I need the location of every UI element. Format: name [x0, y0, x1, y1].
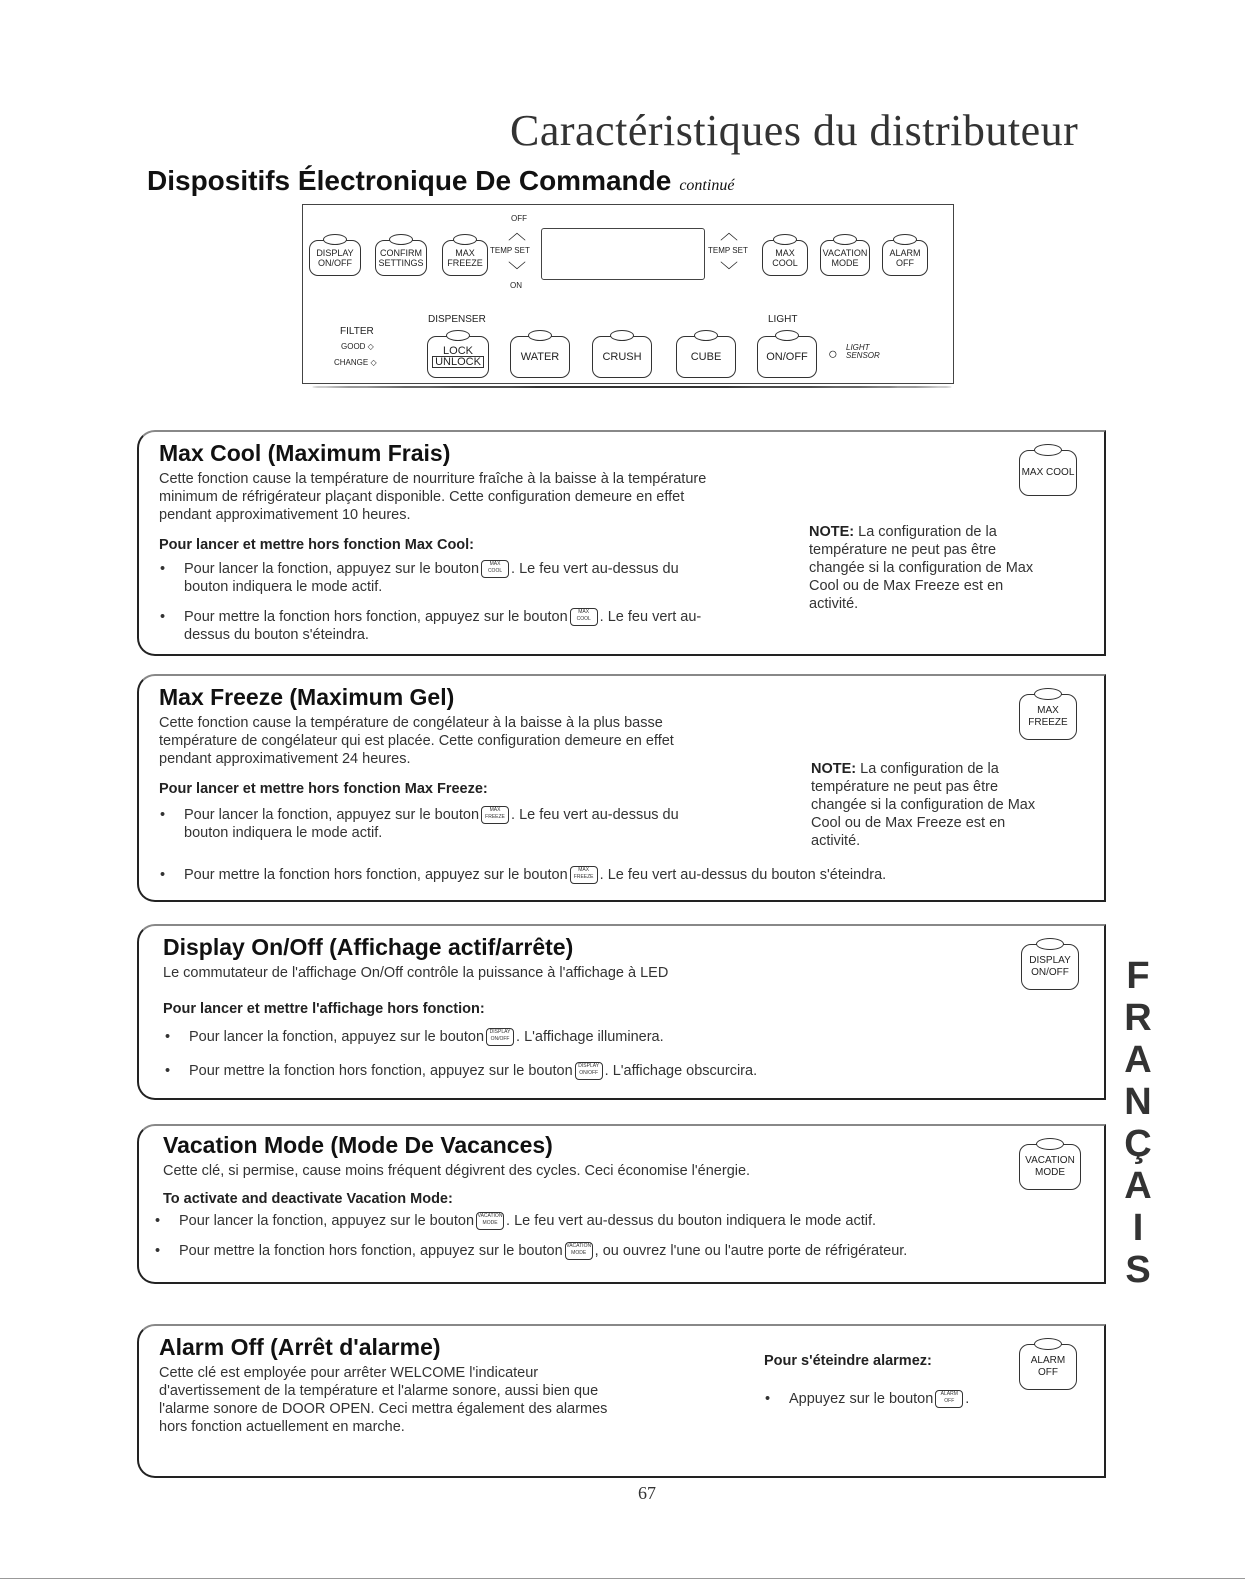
max-freeze-subheading: Pour lancer et mettre hors fonction Max Freeze: — [159, 781, 488, 797]
filter-label: FILTER — [340, 326, 374, 337]
max-cool-subheading: Pour lancer et mettre hors fonction Max Cool: — [159, 537, 475, 553]
section-subtitle — [147, 165, 734, 197]
panel-display-onoff-button: DISPLAY ON/OFF — [309, 240, 361, 276]
max-cool-bullet-off: • Pour mettre la fonction hors fonction, appuyez sur le bouton MAX COOL . Le feu vert au- dessus du bouton s'éteindra. — [184, 608, 804, 644]
max-cool-bullet-on: • Pour lancer la fonction, appuyez sur le bouton MAX COOL . Le feu vert au-dessus du bouton indiquera le mode actif. — [184, 560, 804, 596]
alarm-off-subheading: Pour s'éteindre alarmez: — [764, 1353, 932, 1369]
panel-lock-unlock-button: LOCK UNLOCK — [427, 336, 489, 378]
vacation-mini-button-icon: VACATION MODE — [565, 1242, 593, 1260]
indicator-lamp-icon — [1036, 938, 1064, 950]
indicator-lamp-icon — [446, 330, 470, 341]
max-cool-note: NOTE: La configuration de la température ne peut pas être changée si la configuration de Max Cool ou de Max Freeze est en activité. — [809, 524, 1034, 612]
display-mini-button-icon: DISPLAY ON/OFF — [486, 1028, 514, 1046]
vacation-mini-button-icon: VACATION MODE — [476, 1212, 504, 1230]
panel-max-cool-button: MAX COOL — [762, 240, 808, 276]
francais-side-label: FRANÇAIS — [1117, 955, 1159, 1291]
page-number: 67 — [638, 1483, 656, 1503]
indicator-lamp-icon — [775, 330, 799, 341]
panel-confirm-settings-button: CONFIRM SETTINGS — [375, 240, 427, 276]
max-cool-mini-button-icon: MAX COOL — [570, 608, 598, 626]
vacation-mode-subheading: To activate and deactivate Vacation Mode: — [163, 1191, 453, 1207]
indicator-lamp-icon — [1034, 444, 1062, 456]
max-freeze-bullet-off: • Pour mettre la fonction hors fonction, appuyez sur le bouton MAX FREEZE . Le feu vert au-dessus du bouton s'éteindra. — [184, 866, 1064, 884]
led-display-window — [541, 228, 705, 280]
indicator-lamp-icon — [1036, 1138, 1064, 1150]
max-freeze-mini-button-icon: MAX FREEZE — [481, 806, 509, 824]
alarm-off-button-icon: ALARM OFF — [1019, 1344, 1077, 1390]
bottom-rule — [0, 1578, 1245, 1579]
max-cool-button-icon: MAX COOL — [1019, 450, 1077, 496]
subtitle-text: Dispositifs Électronique De Commande — [147, 165, 672, 196]
max-freeze-button-icon: MAX FREEZE — [1019, 694, 1077, 740]
display-mini-button-icon: DISPLAY ON/OFF — [575, 1062, 603, 1080]
alarm-off-heading: Alarm Off (Arrêt d'alarme) — [159, 1334, 441, 1360]
up-chevron-icon: ︿ — [720, 223, 738, 243]
down-chevron-icon: ﹀ — [508, 261, 526, 281]
alarm-off-description: Cette clé est employée pour arrêter WELCOME l'indicateur d'avertissement de la température et l'alarme sonore, aussi bien que l'alarme sonore de DOOR OPEN. Ceci mettra également des alarmes hors fonction actuellement en marche. — [159, 1365, 608, 1435]
display-onoff-button-icon: DISPLAY ON/OFF — [1021, 944, 1079, 990]
indicator-lamp-icon — [893, 234, 917, 245]
panel-cube-button: CUBE — [676, 336, 736, 378]
panel-light-onoff-button: ON/OFF — [757, 336, 817, 378]
max-freeze-mini-button-icon: MAX FREEZE — [570, 866, 598, 884]
max-freeze-section — [137, 674, 1106, 902]
panel-vacation-mode-button: VACATION MODE — [820, 240, 870, 276]
indicator-lamp-icon — [833, 234, 857, 245]
alarm-mini-button-icon: ALARM OFF — [935, 1390, 963, 1408]
vacation-mode-heading: Vacation Mode (Mode De Vacances) — [163, 1132, 553, 1158]
dispenser-label: DISPENSER — [428, 314, 486, 325]
max-freeze-heading: Max Freeze (Maximum Gel) — [159, 684, 455, 710]
filter-good-label: GOOD ◇ — [341, 342, 374, 351]
indicator-lamp-icon — [773, 234, 797, 245]
indicator-lamp-icon — [1034, 688, 1062, 700]
panel-max-freeze-button: MAX FREEZE — [442, 240, 488, 276]
vacation-mode-bullet-on: • Pour lancer la fonction, appuyez sur le bouton VACATION MODE . Le feu vert au-dessus du bouton indiquera le mode actif. — [179, 1212, 1059, 1230]
vacation-mode-button-icon: VACATION MODE — [1019, 1144, 1081, 1190]
indicator-lamp-icon — [389, 234, 413, 245]
panel-alarm-off-button: ALARM OFF — [882, 240, 928, 276]
panel-underline — [312, 386, 952, 388]
filter-change-label: CHANGE ◇ — [334, 358, 377, 367]
indicator-lamp-icon — [453, 234, 477, 245]
max-freeze-bullet-on: • Pour lancer la fonction, appuyez sur le bouton MAX FREEZE . Le feu vert au-dessus du bouton indiquera le mode actif. — [184, 806, 804, 842]
vacation-mode-section — [137, 1124, 1106, 1284]
continued-label: continué — [679, 177, 735, 194]
up-chevron-icon: ︿ — [508, 223, 526, 243]
display-onoff-heading: Display On/Off (Affichage actif/arrête) — [163, 934, 574, 960]
max-freeze-description: Cette fonction cause la température de congélateur à la baisse à la plus basse température de congélateur qui est placée. Cette configuration demeure en effet pendant approximativement 24 heures. — [159, 715, 674, 767]
display-onoff-bullet-on: • Pour lancer la fonction, appuyez sur le bouton DISPLAY ON/OFF . L'affichage illuminera. — [189, 1028, 989, 1046]
vacation-mode-description: Cette clé, si permise, cause moins fréquent dégivrent des cycles. Ceci économise l'énergie. — [163, 1163, 751, 1179]
vacation-mode-bullet-off: • Pour mettre la fonction hors fonction, appuyez sur le bouton VACATION MODE , ou ouvrez l'une ou l'autre porte de réfrigérateur. — [179, 1242, 1079, 1260]
max-cool-description: Cette fonction cause la température de nourriture fraîche à la baisse à la température minimum de réfrigérateur plaçant disponible. Cette configuration demeure en effet pendant approximativement 10 heures. — [159, 471, 707, 523]
indicator-lamp-icon — [323, 234, 347, 245]
off-label: OFF — [511, 214, 527, 223]
display-onoff-description: Le commutateur de l'affichage On/Off contrôle la puissance à l'affichage à LED — [163, 965, 669, 981]
indicator-lamp-icon — [528, 330, 552, 341]
indicator-lamp-icon — [610, 330, 634, 341]
panel-crush-button: CRUSH — [592, 336, 652, 378]
max-cool-mini-button-icon: MAX COOL — [481, 560, 509, 578]
indicator-lamp-icon — [694, 330, 718, 341]
display-onoff-bullet-off: • Pour mettre la fonction hors fonction, appuyez sur le bouton DISPLAY ON/OFF . L'affichage obscurcira. — [189, 1062, 989, 1080]
light-label: LIGHT — [768, 314, 798, 325]
alarm-off-section — [137, 1324, 1106, 1478]
temp-set-right-label: TEMP SET — [708, 246, 748, 255]
max-cool-heading: Max Cool (Maximum Frais) — [159, 440, 451, 466]
alarm-off-bullet: • Appuyez sur le bouton ALARM OFF . — [789, 1390, 1029, 1408]
indicator-lamp-icon — [1034, 1338, 1062, 1350]
max-cool-section — [137, 430, 1106, 656]
display-onoff-subheading: Pour lancer et mettre l'affichage hors fonction: — [163, 1001, 485, 1017]
display-onoff-section — [137, 924, 1106, 1100]
panel-water-button: WATER — [510, 336, 570, 378]
light-sensor-label: LIGHT SENSOR — [846, 343, 880, 360]
page-title: Caractéristiques du distributeur — [510, 106, 1079, 155]
light-sensor-icon: ○ — [828, 346, 838, 363]
on-label: ON — [510, 281, 522, 290]
temp-set-left-label: TEMP SET — [490, 246, 530, 255]
max-freeze-note: NOTE: La configuration de la température ne peut pas être changée si la configuration de Max Cool ou de Max Freeze est en activité. — [811, 761, 1036, 849]
down-chevron-icon: ﹀ — [720, 261, 738, 281]
